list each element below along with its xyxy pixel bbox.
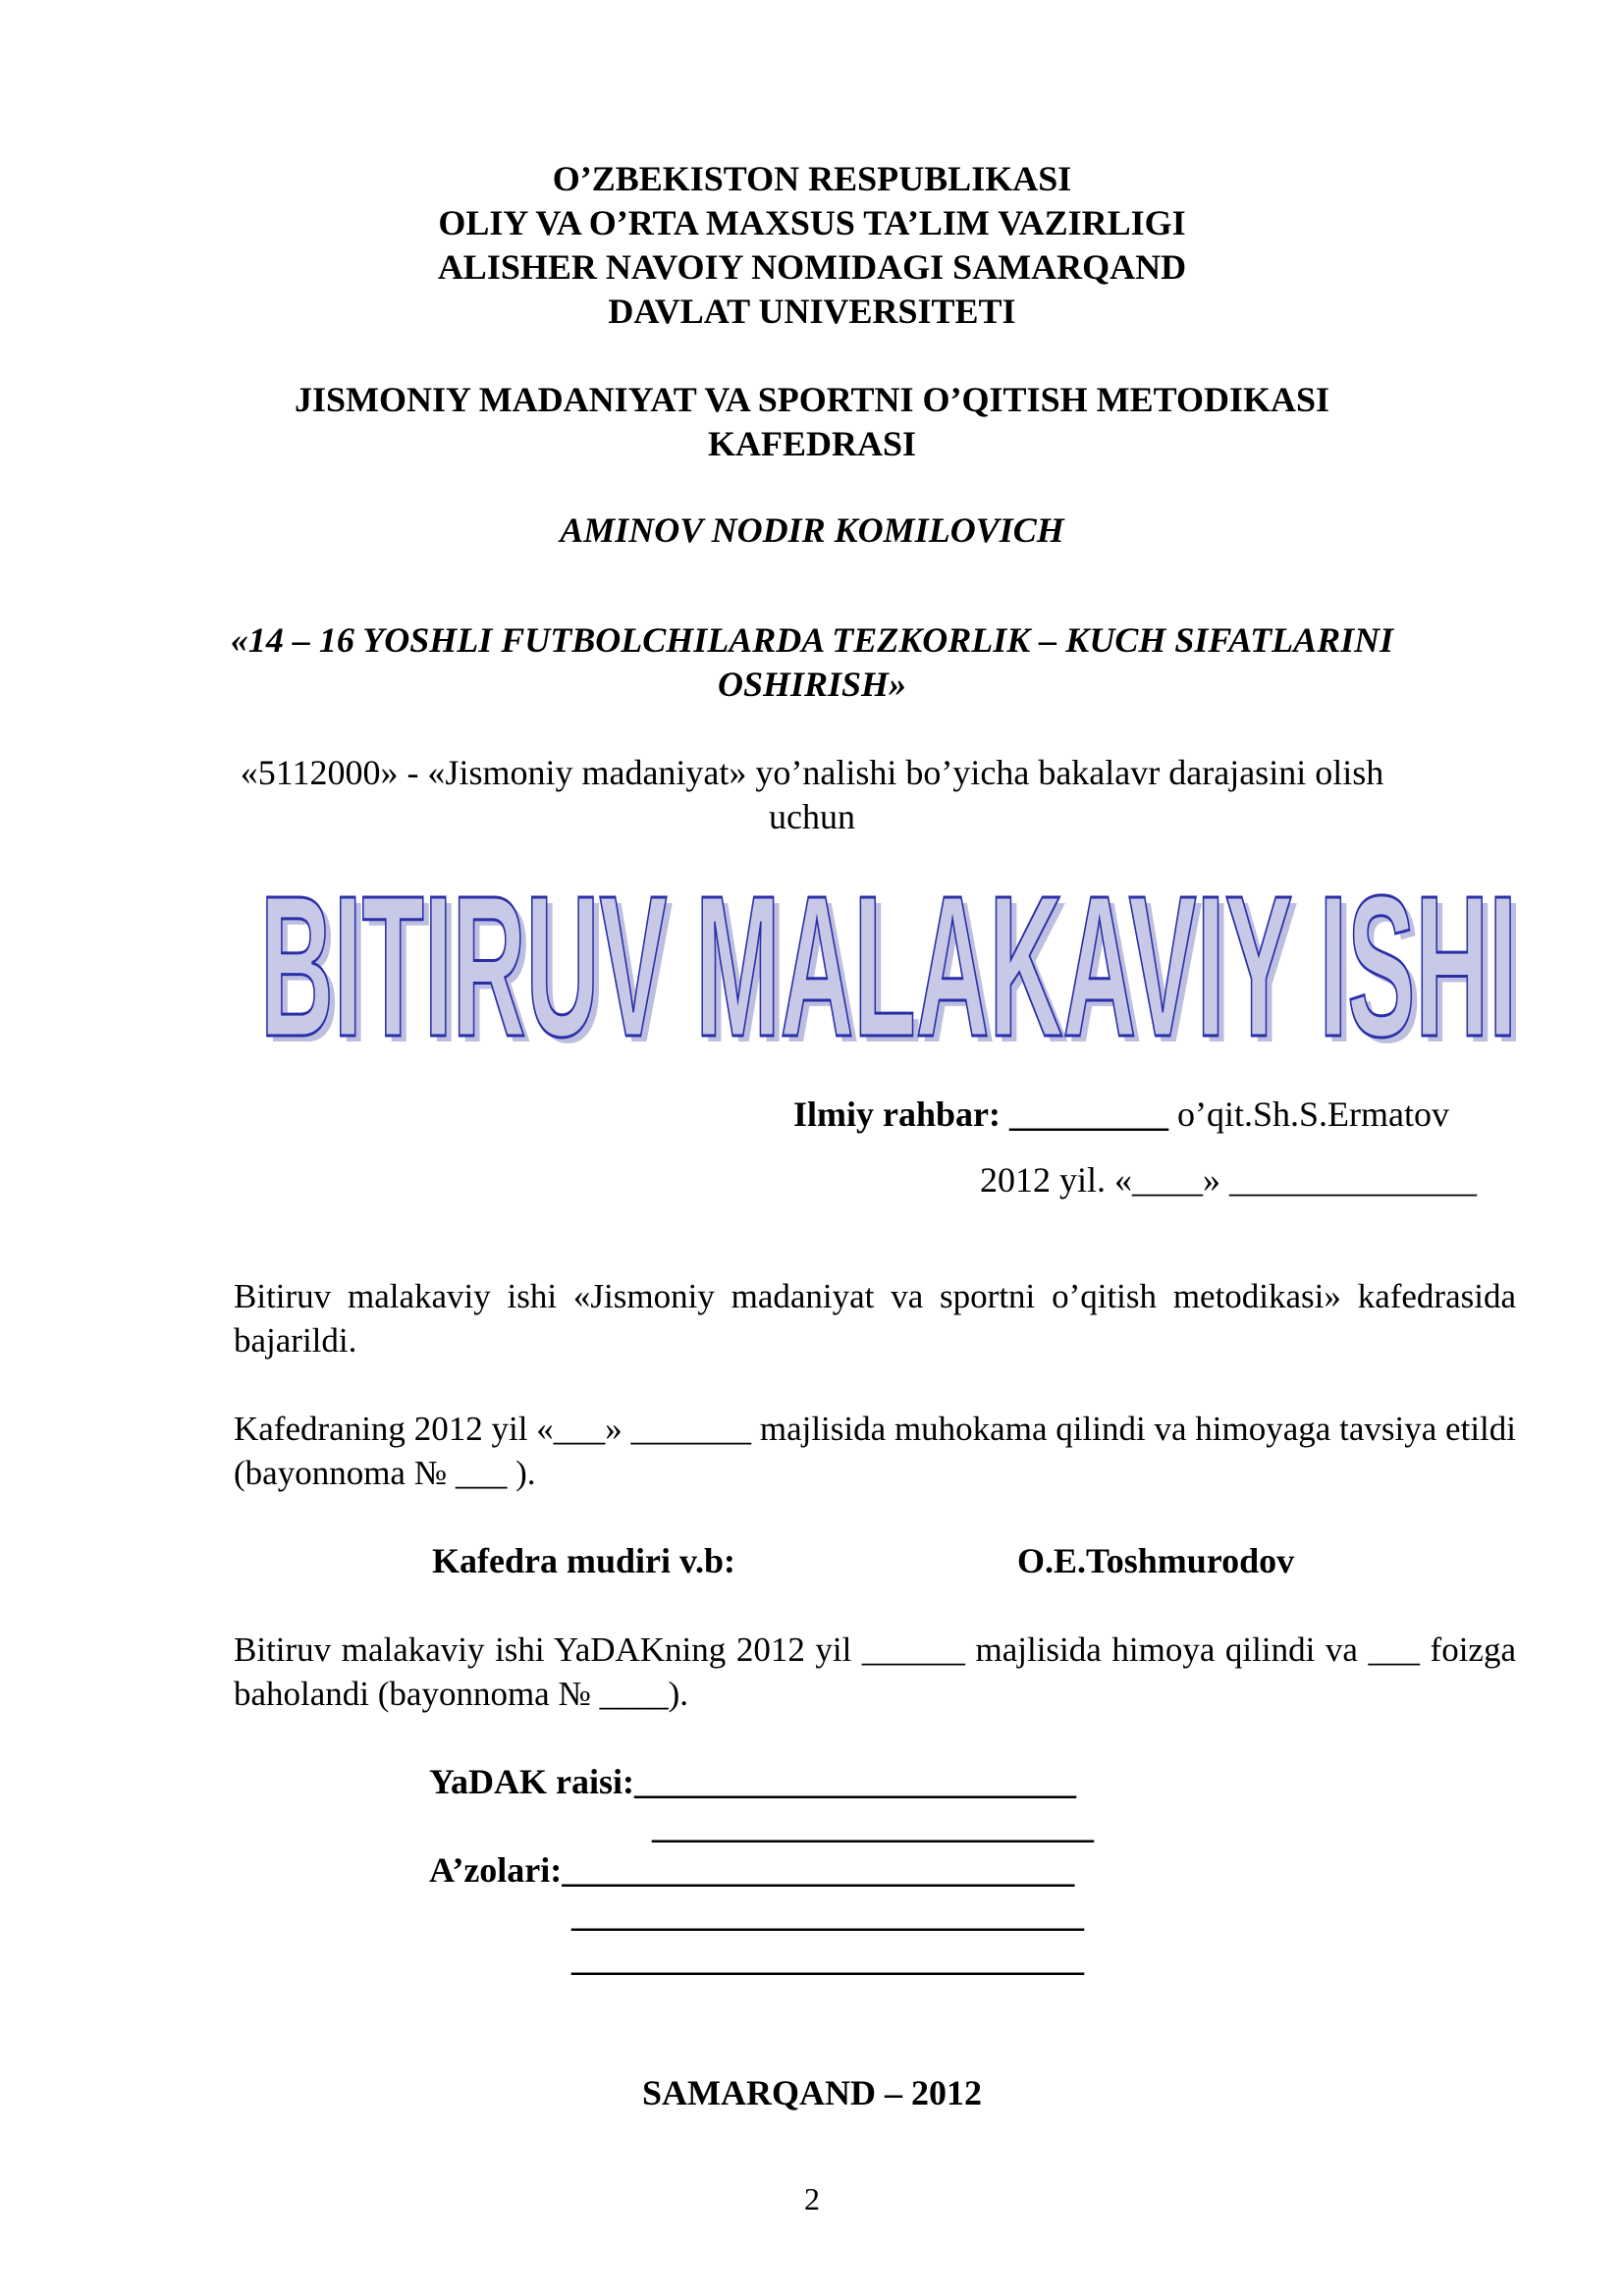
degree-statement — [0, 751, 1624, 839]
committee-members — [429, 1848, 1074, 1893]
committee-chair-line-2: _________________________ — [652, 1806, 1094, 1845]
department-line-1: JISMONIY MADANIYAT VA SPORTNI O’QITISH METODIKASI — [295, 380, 1329, 419]
header-line-4: DAVLAT UNIVERSITETI — [608, 292, 1016, 331]
header-line-3: ALISHER NAVOIY NOMIDAGI SAMARQAND — [437, 247, 1187, 287]
paragraph-discussed: Kafedraning 2012 yil «___» _______ majlisida muhokama qilindi va himoyaga tavsiya etildi (bayonnoma № ___ ). — [234, 1410, 1516, 1492]
committee-chair — [429, 1760, 1076, 1804]
committee-chair-signature-line: _________________________ — [634, 1762, 1076, 1801]
committee-member-line-3: _____________________________ — [571, 1939, 1084, 1978]
city-year: SAMARQAND – 2012 — [642, 2073, 982, 2112]
paragraph-defended: Bitiruv malakaviy ishi YaDAKning 2012 yil ______ majlisida himoya qilindi va ___ foizga baholandi (bayonnoma № ____). — [234, 1630, 1516, 1713]
committee-chair-label: YaDAK raisi: — [429, 1762, 634, 1801]
degree-line-2: uchun — [769, 797, 855, 836]
header-line-2: OLIY VA O’RTA MAXSUS TA’LIM VAZIRLIGI — [438, 203, 1186, 242]
thesis-type-banner — [250, 869, 1527, 1055]
paragraph-completed-at: Bitiruv malakaviy ishi «Jismoniy madaniyat va sportni o’qitish metodikasi» kafedrasida bajarildi. — [234, 1277, 1516, 1360]
supervisor-date-line: 2012 yil. «____» ______________ — [980, 1160, 1478, 1200]
supervisor-label: Ilmiy rahbar: — [793, 1095, 1001, 1134]
header-line-1: O’ZBEKISTON RESPUBLIKASI — [552, 159, 1072, 198]
committee-members-label: A’zolari: — [429, 1850, 563, 1890]
header-block — [0, 157, 1624, 334]
supervisor-blank: _________ — [1009, 1095, 1168, 1134]
thesis-title-line-2: OSHIRISH» — [717, 665, 907, 704]
supervisor-name: o’qit.Sh.S.Ermatov — [1177, 1095, 1449, 1134]
degree-line-1: «5112000» - «Jismoniy madaniyat» yo’nalishi bo’yicha bakalavr darajasini olish — [240, 753, 1384, 792]
department-line-2: KAFEDRASI — [707, 424, 917, 463]
committee-member-line-2: _____________________________ — [571, 1895, 1084, 1934]
department-block — [0, 378, 1624, 466]
banner-shadow-text: BITIRUV MALAKAVIY ISHI — [266, 869, 1523, 1055]
thesis-title-line-1: «14 – 16 YOSHLI FUTBOLCHILARDA TEZKORLIK – KUCH SIFATLARINI — [230, 620, 1394, 660]
committee-member-line-1: _____________________________ — [562, 1850, 1075, 1890]
head-of-dept-label: Kafedra mudiri v.b: — [432, 1541, 736, 1580]
thesis-title — [0, 618, 1624, 707]
author-name: AMINOV NODIR KOMILOVICH — [560, 510, 1064, 550]
banner-main-text: BITIRUV MALAKAVIY ISHI — [260, 869, 1517, 1055]
page-number: 2 — [804, 2181, 820, 2216]
supervisor-line — [793, 1093, 1449, 1137]
head-of-dept-name: O.E.Toshmurodov — [1017, 1541, 1295, 1580]
